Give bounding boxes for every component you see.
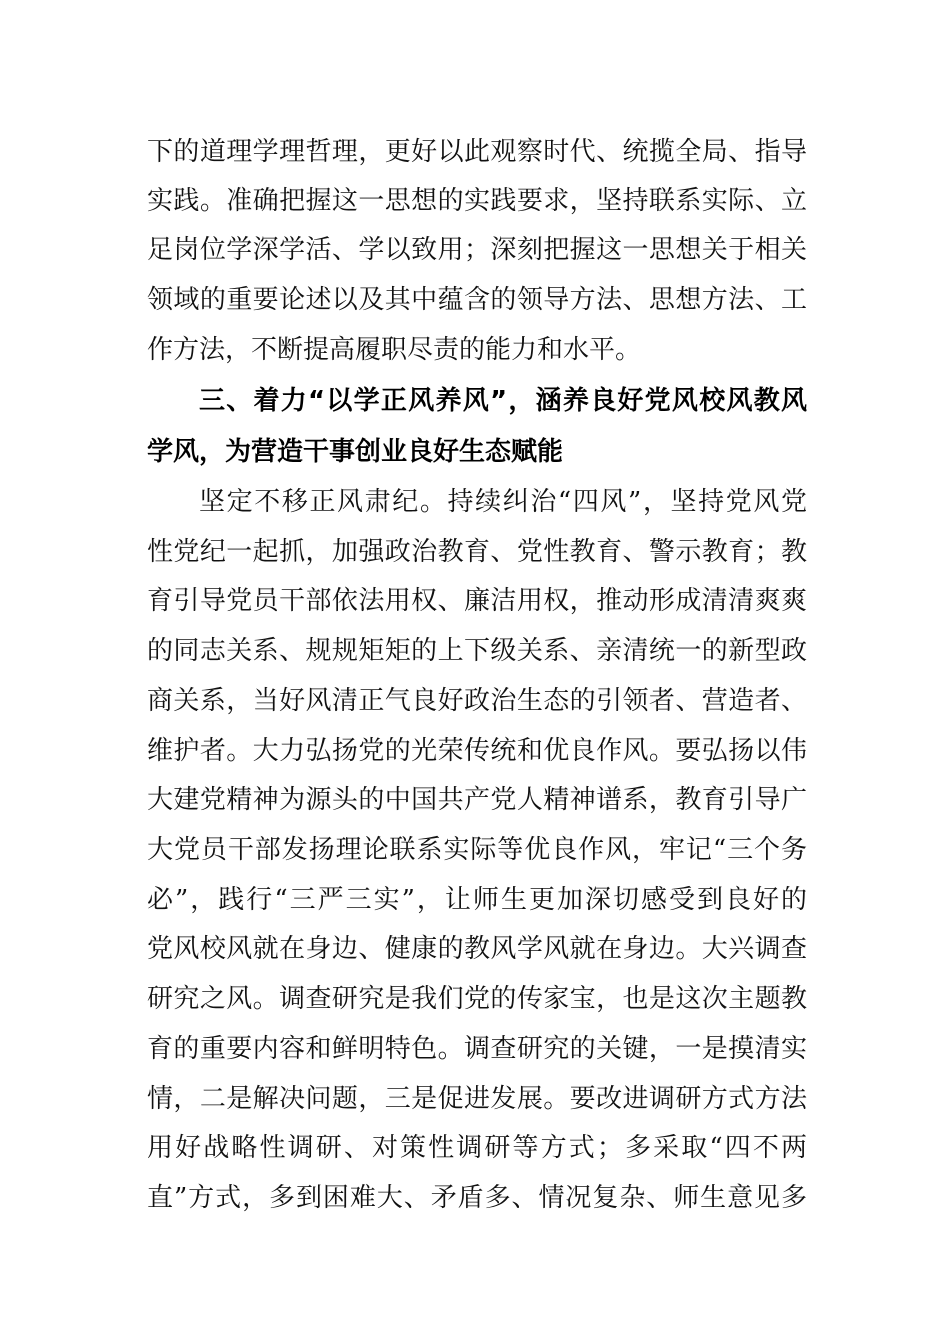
text-line: 足岗位学深学活、学以致用；深刻把握这一思想关于相关	[147, 235, 807, 265]
text-line: 作方法，不断提高履职尽责的能力和水平。	[147, 335, 642, 365]
text-line: 情，二是解决问题，三是促进发展。要改进调研方式方法	[147, 1084, 807, 1114]
text-line: 研究之风。调查研究是我们党的传家宝，也是这次主题教	[147, 984, 807, 1014]
text-line: 大建党精神为源头的中国共产党人精神谱系，教育引导广	[147, 785, 807, 815]
text-line: 的同志关系、规规矩矩的上下级关系、亲清统一的新型政	[147, 636, 807, 666]
text-line: 育的重要内容和鲜明特色。调查研究的关键，一是摸清实	[147, 1034, 807, 1064]
text-line: 必”，践行“三严三实”，让师生更加深切感受到良好的	[147, 885, 807, 915]
text-line: 育引导党员干部依法用权、廉洁用权，推动形成清清爽爽	[147, 586, 807, 616]
text-line: 大党员干部发扬理论联系实际等优良作风，牢记“三个务	[147, 835, 807, 865]
text-line: 实践。准确把握这一思想的实践要求，坚持联系实际、立	[147, 186, 807, 216]
text-line: 领域的重要论述以及其中蕴含的领导方法、思想方法、工	[147, 285, 807, 315]
text-line: 直”方式，多到困难大、矛盾多、情况复杂、师生意见多	[147, 1183, 807, 1213]
text-line: 下的道理学理哲理，更好以此观察时代、统揽全局、指导	[147, 137, 807, 167]
text-line: 党风校风就在身边、健康的教风学风就在身边。大兴调查	[147, 934, 807, 964]
text-line: 商关系，当好风清正气良好政治生态的引领者、营造者、	[147, 686, 807, 716]
text-line: 性党纪一起抓，加强政治教育、党性教育、警示教育；教	[147, 537, 807, 567]
section-heading: 学风，为营造干事创业良好生态赋能	[147, 437, 564, 467]
text-line: 坚定不移正风肃纪。持续纠治“四风”，坚持党风党	[199, 487, 807, 517]
text-line: 用好战略性调研、对策性调研等方式；多采取“四不两	[147, 1133, 807, 1163]
section-heading: 三、着力“以学正风养风”，涵养良好党风校风教风	[199, 386, 807, 416]
text-line: 维护者。大力弘扬党的光荣传统和优良作风。要弘扬以伟	[147, 736, 807, 766]
